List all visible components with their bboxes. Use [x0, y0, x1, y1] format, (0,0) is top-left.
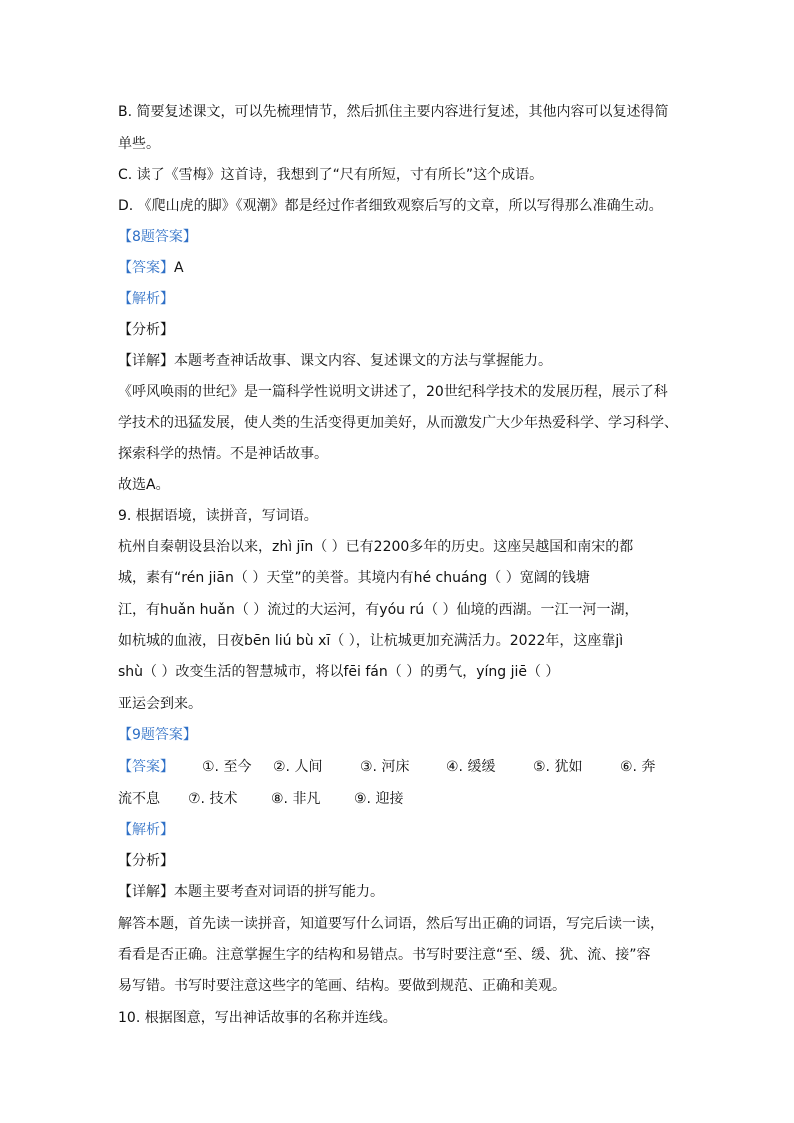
q9-fenxi-label: 【分析】 [118, 853, 174, 869]
q9-answers-row2 [118, 789, 678, 809]
answer-label: 【答案】 [118, 759, 174, 775]
answer-item: ⑦. 技术 [188, 791, 238, 807]
q7-option-c: C. 读了《雪梅》这首诗，我想到了“尺有所短，寸有所长”这个成语。 [118, 167, 544, 183]
q9-para2-line3: 易写错。书写时要注意这些字的笔画、结构。要做到规范、正确和美观。 [118, 978, 566, 994]
q10-title: 10. 根据图意，写出神话故事的名称并连线。 [118, 1010, 397, 1026]
q9-answers-row1 [118, 757, 678, 777]
answer-item: ⑥. 奔 [620, 759, 656, 775]
answer-item: ②. 人间 [273, 759, 323, 775]
q9-para2-line1: 解答本题，首先读一读拼音，知道要写什么词语，然后写出正确的词语，写完后读一读， [118, 916, 664, 932]
answer-item: ⑧. 非凡 [271, 791, 321, 807]
q9-analysis-label: 【解析】 [118, 822, 174, 838]
q8-para-line3: 探索科学的热情。不是神话故事。 [118, 446, 328, 462]
q7-option-b-line2: 单些。 [118, 136, 160, 152]
q9-para-line3: 江，有huǎn huǎn（ ）流过的大运河，有yóu rú（ ）仙境的西湖。一江一河一湖， [118, 602, 639, 618]
answer-item: ⑤. 犹如 [533, 759, 583, 775]
answer-item: ④. 缓缓 [446, 759, 496, 775]
q8-analysis-label: 【解析】 [118, 291, 174, 307]
q9-para-line5: shù（ ）改变生活的智慧城市，将以fēi fán（ ）的勇气，yíng jiē（ ） [118, 664, 560, 680]
q8-para-line1: 《呼风唤雨的世纪》是一篇科学性说明文讲述了，20世纪科学技术的发展历程，展示了科 [118, 384, 668, 400]
q8-detail-line [118, 351, 678, 371]
answer-item: ⑨. 迎接 [354, 791, 404, 807]
detail-text: 本题考查神话故事、课文内容、复述课文的方法与掌握能力。 [174, 353, 552, 369]
q7-option-b-line1: B. 简要复述课文，可以先梳理情节，然后抓住主要内容进行复述，其他内容可以复述得简 [118, 104, 669, 120]
answer-label: 【答案】 [118, 260, 174, 276]
answer-item: 流不息 [118, 791, 160, 807]
q9-para-line1: 杭州自秦朝设县治以来，zhì jīn（ ）已有2200多年的历史。这座吴越国和南宋的都 [118, 539, 634, 555]
q9-para2-line2: 看看是否正确。注意掌握生字的结构和易错点。书写时要注意“至、缓、犹、流、接”容 [118, 947, 651, 963]
detail-text: 本题主要考查对词语的拼写能力。 [174, 884, 384, 900]
q7-option-d: D. 《爬山虎的脚》《观潮》都是经过作者细致观察后写的文章，所以写得那么准确生动。 [118, 198, 663, 214]
q8-answer-line [118, 258, 678, 278]
answer-value: A [174, 260, 184, 276]
q9-para-line4: 如杭城的血液，日夜bēn liú bù xī（ ），让杭城更加充满活力。2022年，这座靠jì [118, 633, 624, 649]
answer-item: ①. 至今 [202, 759, 252, 775]
detail-label: 【详解】 [118, 353, 174, 369]
q8-fenxi-label: 【分析】 [118, 322, 174, 338]
answer-item: ③. 河床 [360, 759, 410, 775]
q9-answer-header: 【9题答案】 [118, 727, 197, 743]
q9-detail-line [118, 882, 678, 902]
q9-para-line2: 城，素有“rén jiān（ ）天堂”的美誉。其境内有hé chuáng（ ）宽阔的钱塘 [118, 570, 590, 586]
q9-para-line6: 亚运会到来。 [118, 696, 202, 712]
detail-label: 【详解】 [118, 884, 174, 900]
q9-title: 9. 根据语境，读拼音，写词语。 [118, 508, 318, 524]
q8-conclusion: 故选A。 [118, 477, 170, 493]
q8-para-line2: 学技术的迅猛发展，使人类的生活变得更加美好，从而激发广大少年热爱科学、学习科学、 [118, 415, 678, 431]
q8-answer-header: 【8题答案】 [118, 229, 197, 245]
